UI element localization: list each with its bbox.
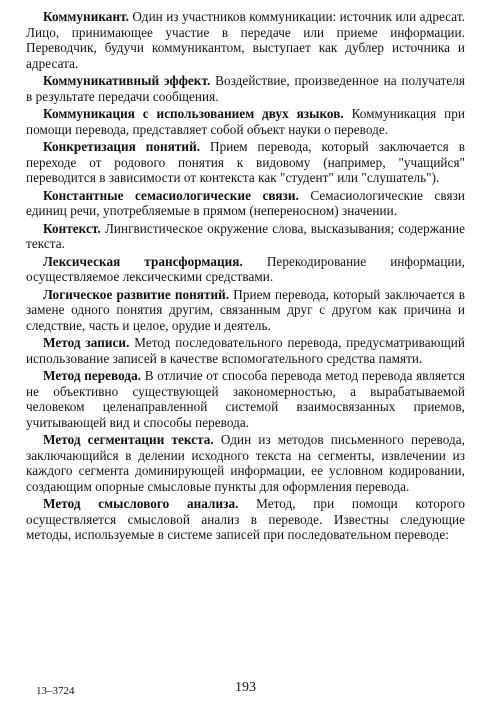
entry-term: Коммуникация с использованием двух языков. [43,106,344,121]
printer-signature: 13–3724 [36,685,75,697]
entry-definition: Лингвистическое окружение слова, высказывания; содержание текста. [26,220,465,251]
glossary-entry [26,496,465,543]
entry-definition: Один из методов письменного перевода, заключающийся в делении исходного текста на сегменты, извлечении из каждого сегмента доминирующей информации, ее условном кодировании, создающим опорные смысловые пункты для оформления перевода. [26,432,465,494]
entry-term: Коммуникативный эффект. [43,73,211,88]
entry-term: Конкретизация понятий. [43,139,201,154]
glossary-entry [26,335,465,366]
glossary-entry [26,221,465,252]
glossary-entries [26,9,465,543]
entry-definition: Семасиологические связи единиц речи, употребляемые в прямом (непереносном) значении. [26,187,465,218]
glossary-entry [26,9,465,71]
glossary-entry [26,73,465,104]
entry-term: Метод записи. [43,335,130,350]
entry-term: Коммуникант. [43,9,129,24]
entry-definition: Воздействие, произведенное на получателя в результате передачи сообщения. [26,73,465,104]
glossary-entry [26,368,465,430]
entry-definition: В отличие от способа перевода метод перевода является не объективно существующей закономерностью, а вырабатываемой человеком целенаправленной системой взаимосвязанных приемов, учитывающей вид и способы перевода. [26,368,465,430]
entry-term: Метод перевода. [43,368,142,383]
entry-definition: Один из участников коммуникации: источник или адресат. Лицо, принимающее участие в передаче или приеме информации. Переводчик, будучи коммуникантом, выступает как дублер источника и адресата. [26,9,465,71]
entry-term: Метод сегментации текста. [43,432,214,447]
entry-definition: Коммуникация при помощи перевода, представляет собой объект науки о переводе. [26,106,465,137]
entry-term: Контекст. [43,220,101,236]
entry-definition: Метод последовательного перевода, предусматривающий использование записей в качестве вспомогательного средства памяти. [26,335,465,366]
entry-term: Константные семасиологические связи. [43,187,299,203]
entry-definition: Метод, при помощи которого осуществляется смысловой анализ в переводе. Известны следующие методы, используемые в системе записей при последовательном переводе: [26,496,465,542]
glossary-entry [26,254,465,285]
glossary-entry [26,139,465,186]
glossary-entry [26,188,465,219]
entry-definition: Прием перевода, который заключается в переходе от родового понятия к видовому (например, "учащийся" переводится в зависимости от контекста как "студент" или "слушатель"). [26,139,465,185]
entry-term: Метод смыслового анализа. [43,496,239,511]
entry-definition: Перекодирование информации, осуществляемое лексическими средствами. [26,253,465,284]
entry-term: Лексическая трансформация. [43,253,243,269]
glossary-entry [26,287,465,334]
glossary-entry [26,432,465,494]
glossary-entry [26,106,465,137]
entry-definition: Прием перевода, который заключается в замене одного понятия другим, связанным друг с другом как причина и следствие, часть и целое, орудие и деятель. [26,286,466,333]
entry-term: Логическое развитие понятий. [43,286,230,302]
page-number: 193 [235,680,256,695]
